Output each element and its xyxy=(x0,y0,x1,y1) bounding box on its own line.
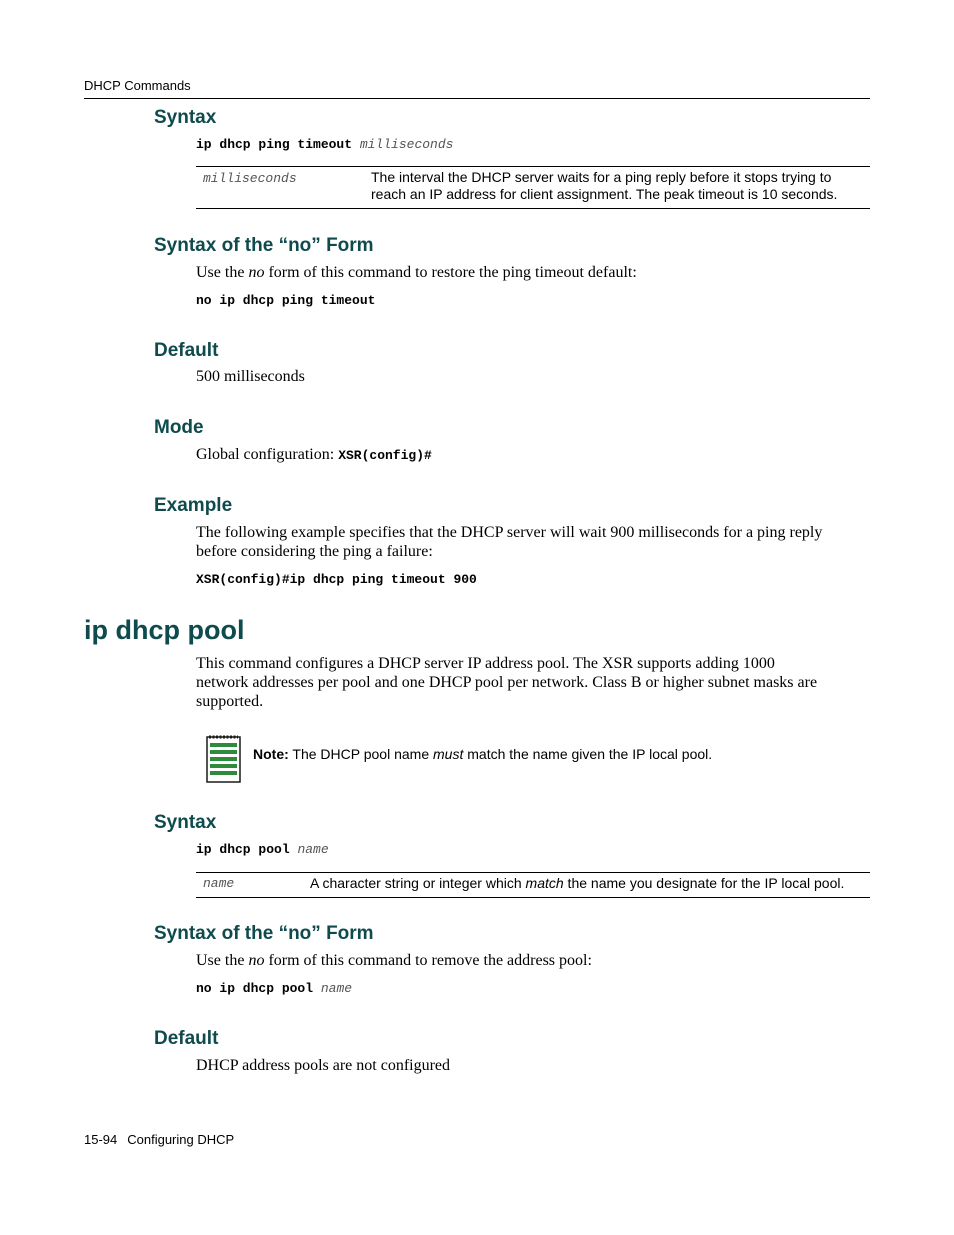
pool-no-form-parameter: name xyxy=(320,981,353,996)
pool-default-heading: Default xyxy=(154,1028,219,1049)
note-text: Note: The DHCP pool name must match the name given the IP local pool. xyxy=(253,746,713,762)
pool-no-form-command: no ip dhcp pool name xyxy=(196,981,353,996)
mode-heading: Mode xyxy=(154,417,204,438)
pool-default-text: DHCP address pools are not configured xyxy=(196,1057,451,1074)
mode-prompt: XSR(config)# xyxy=(338,448,432,463)
notepad-icon xyxy=(204,732,242,784)
syntax-command: ip dhcp ping timeout milliseconds xyxy=(196,137,454,152)
no-form-text: Use the no form of this command to restore the ping timeout default: xyxy=(196,264,637,281)
page-number: 15-94 xyxy=(84,1132,118,1147)
intro-text: This command configures a DHCP server IP address pool. The XSR supports adding 1000 network addresses per pool and one DHCP pool per network. Class B or higher subnet masks are supported. xyxy=(196,655,818,710)
no-form-heading: Syntax of the “no” Form xyxy=(154,235,374,256)
no-form-command: no ip dhcp ping timeout xyxy=(196,293,376,308)
parameter-name: milliseconds xyxy=(203,171,297,186)
pool-parameter-table xyxy=(196,872,870,898)
example-command: XSR(config)#ip dhcp ping timeout 900 xyxy=(196,572,477,587)
command-title: ip dhcp pool xyxy=(84,615,245,645)
default-heading: Default xyxy=(154,340,219,361)
running-header: DHCP Commands xyxy=(84,78,191,93)
parameter-table xyxy=(196,166,870,209)
pool-no-form-text: Use the no form of this command to remove the address pool: xyxy=(196,952,592,969)
syntax-heading: Syntax xyxy=(154,107,217,128)
mode-text: Global configuration: XSR(config)# xyxy=(196,446,432,463)
page-footer xyxy=(84,1132,234,1147)
pool-syntax-parameter: name xyxy=(297,842,329,857)
header-rule xyxy=(84,98,870,99)
example-text: The following example specifies that the DHCP server will wait 900 milliseconds for a ping reply before considering the ping a failure: xyxy=(196,524,823,560)
chapter-title: Configuring DHCP xyxy=(127,1132,235,1147)
example-heading: Example xyxy=(154,495,233,516)
note-label: Note: xyxy=(253,746,289,762)
pool-parameter-name: name xyxy=(203,876,235,891)
syntax-parameter: milliseconds xyxy=(359,137,454,152)
pool-no-form-heading: Syntax of the “no” Form xyxy=(154,923,374,944)
parameter-description: The interval the DHCP server waits for a ping reply before it stops trying to reach an IP address for client assignment. The peak timeout is 10 seconds. xyxy=(371,169,838,202)
default-text: 500 milliseconds xyxy=(196,368,305,385)
pool-parameter-description: A character string or integer which match the name you designate for the IP local pool. xyxy=(310,875,845,891)
pool-syntax-heading: Syntax xyxy=(154,812,217,833)
pool-syntax-command: ip dhcp pool name xyxy=(196,842,329,857)
